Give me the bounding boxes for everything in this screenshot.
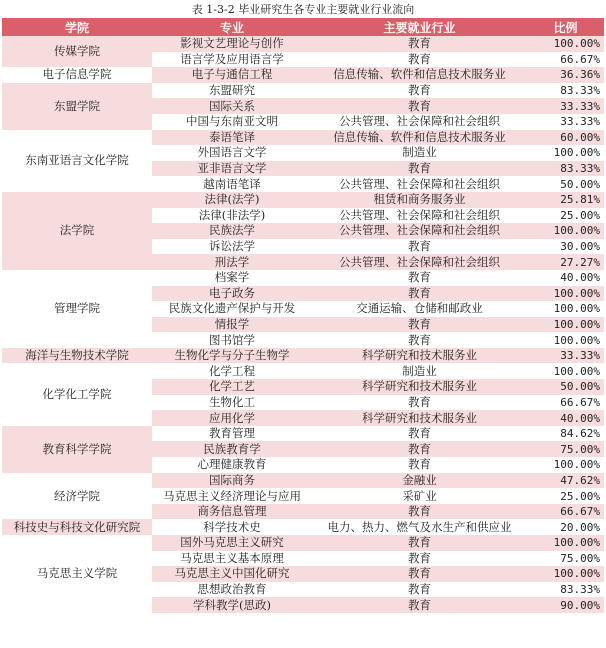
ratio-cell: 25.81% (527, 192, 604, 208)
major-cell: 电子与通信工程 (152, 67, 312, 83)
industry-cell: 电力、热力、燃气及水生产和供应业 (327, 519, 512, 534)
industry-cell: 教育 (408, 550, 431, 565)
industry-cell: 公共管理、社会保障和社会组织 (312, 254, 527, 270)
major-cell: 亚非语言文学 (152, 161, 312, 177)
industry-cell: 教育 (408, 394, 431, 409)
industry-cell: 教育 (312, 161, 527, 177)
ratio-cell: 83.33% (527, 161, 604, 177)
industry-cell: 教育 (408, 239, 431, 254)
major-cell: 刑法学 (152, 254, 312, 270)
ratio-cell: 83.33% (560, 84, 600, 98)
college-cell: 法学院 (2, 192, 152, 270)
table-row (2, 270, 604, 286)
college-cell: 管理学院 (2, 270, 152, 348)
major-cell: 马克思主义中国化研究 (152, 566, 312, 582)
major-cell: 法律(法学) (152, 192, 312, 208)
industry-cell: 教育 (408, 582, 431, 597)
industry-cell: 教育 (312, 441, 527, 457)
industry-cell: 科学研究和技术服务业 (312, 348, 527, 364)
industry-cell: 科学研究和技术服务业 (312, 379, 527, 395)
industry-cell: 公共管理、社会保障和社会组织 (312, 223, 527, 239)
major-cell: 民族法学 (152, 223, 312, 239)
industry-cell: 租赁和商务服务业 (312, 192, 527, 208)
header-industry: 主要就业行业 (312, 18, 527, 36)
major-cell: 档案学 (214, 270, 250, 285)
major-cell: 应用化学 (152, 410, 312, 426)
industry-cell: 公共管理、社会保障和社会组织 (339, 207, 500, 222)
table-row (2, 130, 604, 146)
major-cell: 马克思主义基本原理 (180, 550, 284, 565)
table-row (2, 519, 604, 535)
industry-cell: 教育 (408, 51, 431, 66)
major-cell: 越南语笔译 (203, 176, 261, 191)
table-row (2, 67, 604, 83)
major-cell: 情报学 (152, 317, 312, 333)
major-cell: 法律(非法学) (198, 207, 266, 222)
table-row (2, 535, 604, 551)
table-row (2, 363, 604, 379)
table-row (2, 36, 604, 52)
major-cell: 民族教育学 (152, 441, 312, 457)
ratio-cell: 84.62% (560, 427, 600, 441)
ratio-cell: 100.00% (527, 566, 604, 582)
ratio-cell: 100.00% (553, 333, 600, 347)
ratio-cell: 20.00% (560, 520, 600, 534)
ratio-cell: 50.00% (527, 379, 604, 395)
ratio-cell: 66.67% (560, 52, 600, 66)
table-row (2, 192, 604, 208)
industry-cell: 教育 (312, 566, 527, 582)
industry-cell: 教育 (408, 426, 431, 441)
ratio-cell: 100.00% (527, 223, 604, 239)
industry-cell: 公共管理、社会保障和社会组织 (339, 176, 500, 191)
major-cell: 国际关系 (152, 98, 312, 114)
ratio-cell: 33.33% (560, 115, 600, 129)
industry-cell: 教育 (408, 83, 431, 98)
major-cell: 马克思主义经济理论与应用 (163, 488, 301, 503)
industry-cell: 教育 (312, 535, 527, 551)
table-row (2, 473, 604, 489)
ratio-cell: 36.36% (527, 67, 604, 83)
industry-cell: 教育 (312, 317, 527, 333)
industry-cell: 交通运输、仓储和邮政业 (356, 301, 483, 316)
college-cell: 科技史与科技文化研究院 (2, 519, 152, 535)
ratio-cell: 90.00% (527, 597, 604, 613)
ratio-cell: 100.00% (527, 36, 604, 52)
industry-cell: 信息传输、软件和信息技术服务业 (312, 130, 527, 146)
ratio-cell: 40.00% (560, 271, 600, 285)
industry-cell: 教育 (408, 457, 431, 472)
industry-cell: 教育 (312, 597, 527, 613)
major-cell: 民族文化遗产保护与开发 (168, 301, 296, 316)
ratio-cell: 25.00% (560, 489, 600, 503)
college-cell: 教育科学学院 (2, 426, 152, 473)
major-cell: 化学工艺 (152, 379, 312, 395)
college-cell: 化学化工学院 (2, 363, 152, 425)
major-cell: 化学工程 (209, 363, 255, 378)
ratio-cell: 33.33% (527, 98, 604, 114)
major-cell: 教育管理 (209, 426, 255, 441)
header-major: 专业 (152, 18, 312, 36)
ratio-cell: 60.00% (527, 130, 604, 146)
employment-table (2, 18, 604, 613)
ratio-cell: 47.62% (527, 473, 604, 489)
college-cell: 电子信息学院 (2, 67, 152, 83)
ratio-cell: 100.00% (527, 286, 604, 302)
ratio-cell: 75.00% (560, 551, 600, 565)
ratio-cell: 75.00% (527, 441, 604, 457)
college-cell: 海洋与生物技术学院 (2, 348, 152, 364)
industry-cell: 教育 (408, 332, 431, 347)
industry-cell: 信息传输、软件和信息技术服务业 (312, 67, 527, 83)
major-cell: 商务信息管理 (152, 504, 312, 520)
table-body (2, 36, 604, 613)
college-cell: 经济学院 (2, 473, 152, 520)
ratio-cell: 100.00% (553, 302, 600, 316)
industry-cell: 制造业 (402, 145, 437, 160)
table-row (2, 426, 604, 442)
major-cell: 思想政治教育 (197, 582, 267, 597)
major-cell: 生物化学与分子生物学 (152, 348, 312, 364)
ratio-cell: 33.33% (527, 348, 604, 364)
table-row (2, 83, 604, 99)
header-college: 学院 (2, 18, 152, 36)
header-ratio: 比例 (527, 18, 604, 36)
ratio-cell: 40.00% (527, 410, 604, 426)
major-cell: 东盟研究 (209, 83, 255, 98)
major-cell: 电子政务 (152, 286, 312, 302)
major-cell: 中国与东南亚文明 (186, 114, 278, 129)
major-cell: 泰语笔译 (152, 130, 312, 146)
ratio-cell: 100.00% (527, 317, 604, 333)
ratio-cell: 100.00% (553, 364, 600, 378)
college-cell: 传媒学院 (2, 36, 152, 67)
major-cell: 外国语言文学 (197, 145, 267, 160)
industry-cell: 采矿业 (402, 488, 437, 503)
industry-cell: 教育 (312, 36, 527, 52)
header-row (2, 18, 604, 36)
major-cell: 生物化工 (209, 394, 255, 409)
ratio-cell: 66.67% (527, 504, 604, 520)
major-cell: 科学技术史 (203, 519, 261, 534)
major-cell: 图书馆学 (209, 332, 255, 347)
industry-cell: 制造业 (402, 363, 437, 378)
industry-cell: 教育 (408, 270, 431, 285)
industry-cell: 公共管理、社会保障和社会组织 (339, 114, 500, 129)
college-cell: 东盟学院 (2, 83, 152, 130)
ratio-cell: 30.00% (560, 240, 600, 254)
major-cell: 心理健康教育 (197, 457, 267, 472)
major-cell: 国外马克思主义研究 (152, 535, 312, 551)
table-row (2, 348, 604, 364)
major-cell: 影视文艺理论与创作 (152, 36, 312, 52)
ratio-cell: 66.67% (560, 395, 600, 409)
ratio-cell: 50.00% (560, 177, 600, 191)
ratio-cell: 27.27% (527, 254, 604, 270)
ratio-cell: 100.00% (553, 146, 600, 160)
industry-cell: 科学研究和技术服务业 (312, 410, 527, 426)
table-title: 表 1-3-2 毕业研究生各专业主要就业行业流向 (191, 3, 415, 16)
major-cell: 学科教学(思政) (152, 597, 312, 613)
major-cell: 语言学及应用语言学 (180, 51, 284, 66)
major-cell: 国际商务 (152, 473, 312, 489)
major-cell: 诉讼法学 (209, 239, 255, 254)
ratio-cell: 100.00% (553, 458, 600, 472)
ratio-cell: 100.00% (527, 535, 604, 551)
industry-cell: 金融业 (312, 473, 527, 489)
ratio-cell: 25.00% (560, 208, 600, 222)
industry-cell: 教育 (312, 504, 527, 520)
industry-cell: 教育 (312, 286, 527, 302)
college-cell: 马克思主义学院 (2, 535, 152, 613)
ratio-cell: 83.33% (560, 583, 600, 597)
industry-cell: 教育 (312, 98, 527, 114)
college-cell: 东南亚语言文化学院 (2, 130, 152, 192)
